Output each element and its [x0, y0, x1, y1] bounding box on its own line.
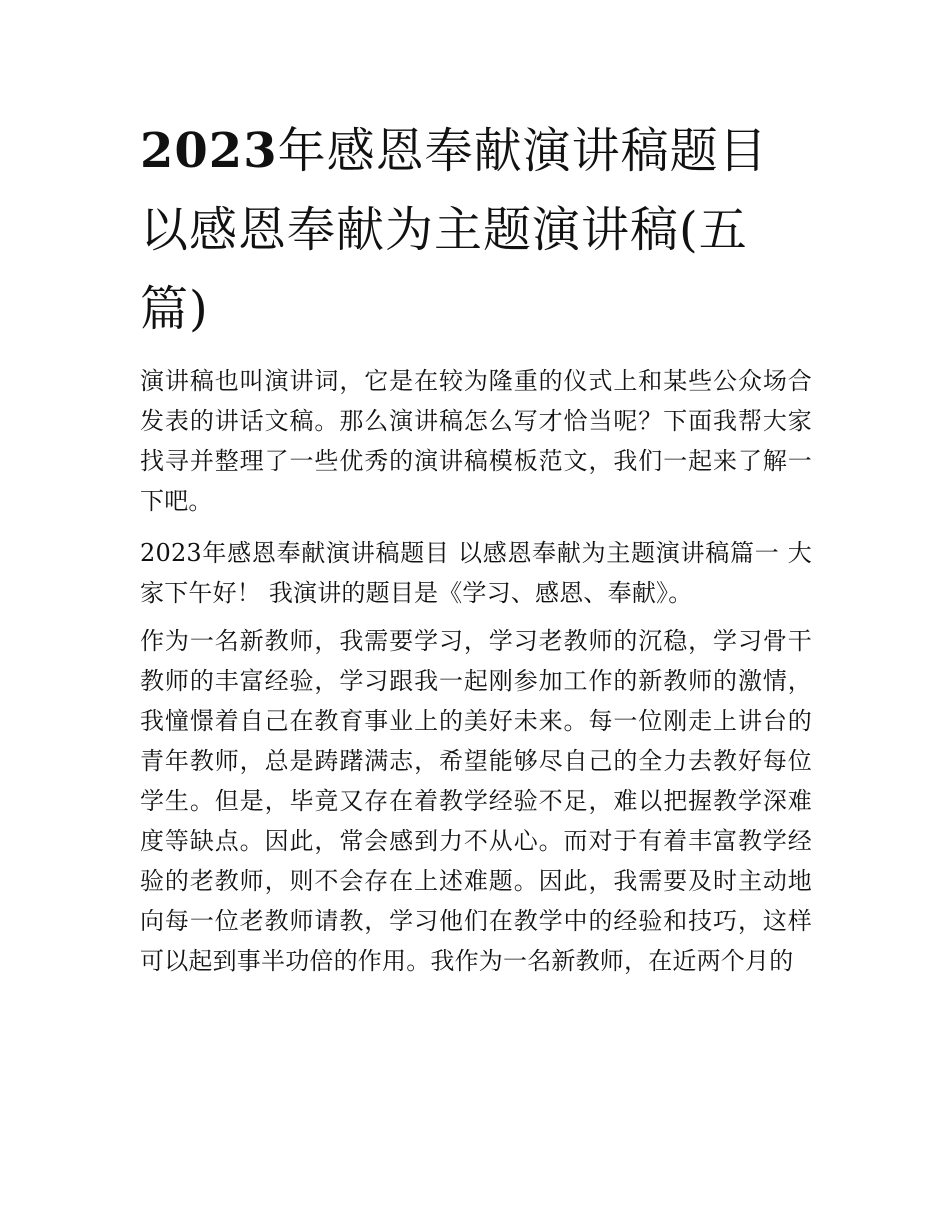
- title-text: 年感恩奉献演讲稿题目以感恩奉献为主题演讲稿(五篇): [140, 123, 768, 337]
- document-title: [140, 112, 812, 349]
- intro-paragraph: 演讲稿也叫演讲词，它是在较为隆重的仪式上和某些公众场合发表的讲话文稿。那么演讲稿怎么写才恰当呢？下面我帮大家找寻并整理了一些优秀的演讲稿模板范文，我们一起来了解一下吧。: [140, 367, 812, 515]
- document-page: [140, 112, 812, 981]
- speech-body-paragraph: 作为一名新教师，我需要学习，学习老教师的沉稳，学习骨干教师的丰富经验，学习跟我一起刚参加工作的新教师的激情，我憧憬着自己在教育事业上的美好未来。每一位刚走上讲台的青年教师，总是踌躇满志，希望能够尽自己的全力去教好每位学生。但是，毕竟又存在着教学经验不足，难以把握教学深难度等缺点。因此，常会感到力不从心。而对于有着丰富教学经验的老教师，则不会存在上述难题。因此，我需要及时主动地向每一位老教师请教，学习他们在教学中的经验和技巧，这样可以起到事半功倍的作用。我作为一名新教师，在近两个月的: [140, 627, 812, 975]
- title-year: 2023: [140, 123, 278, 179]
- speech-opening-paragraph: 2023年感恩奉献演讲稿题目 以感恩奉献为主题演讲稿篇一 大家下午好！ 我演讲的题目是《学习、感恩、奉献》。: [140, 539, 812, 607]
